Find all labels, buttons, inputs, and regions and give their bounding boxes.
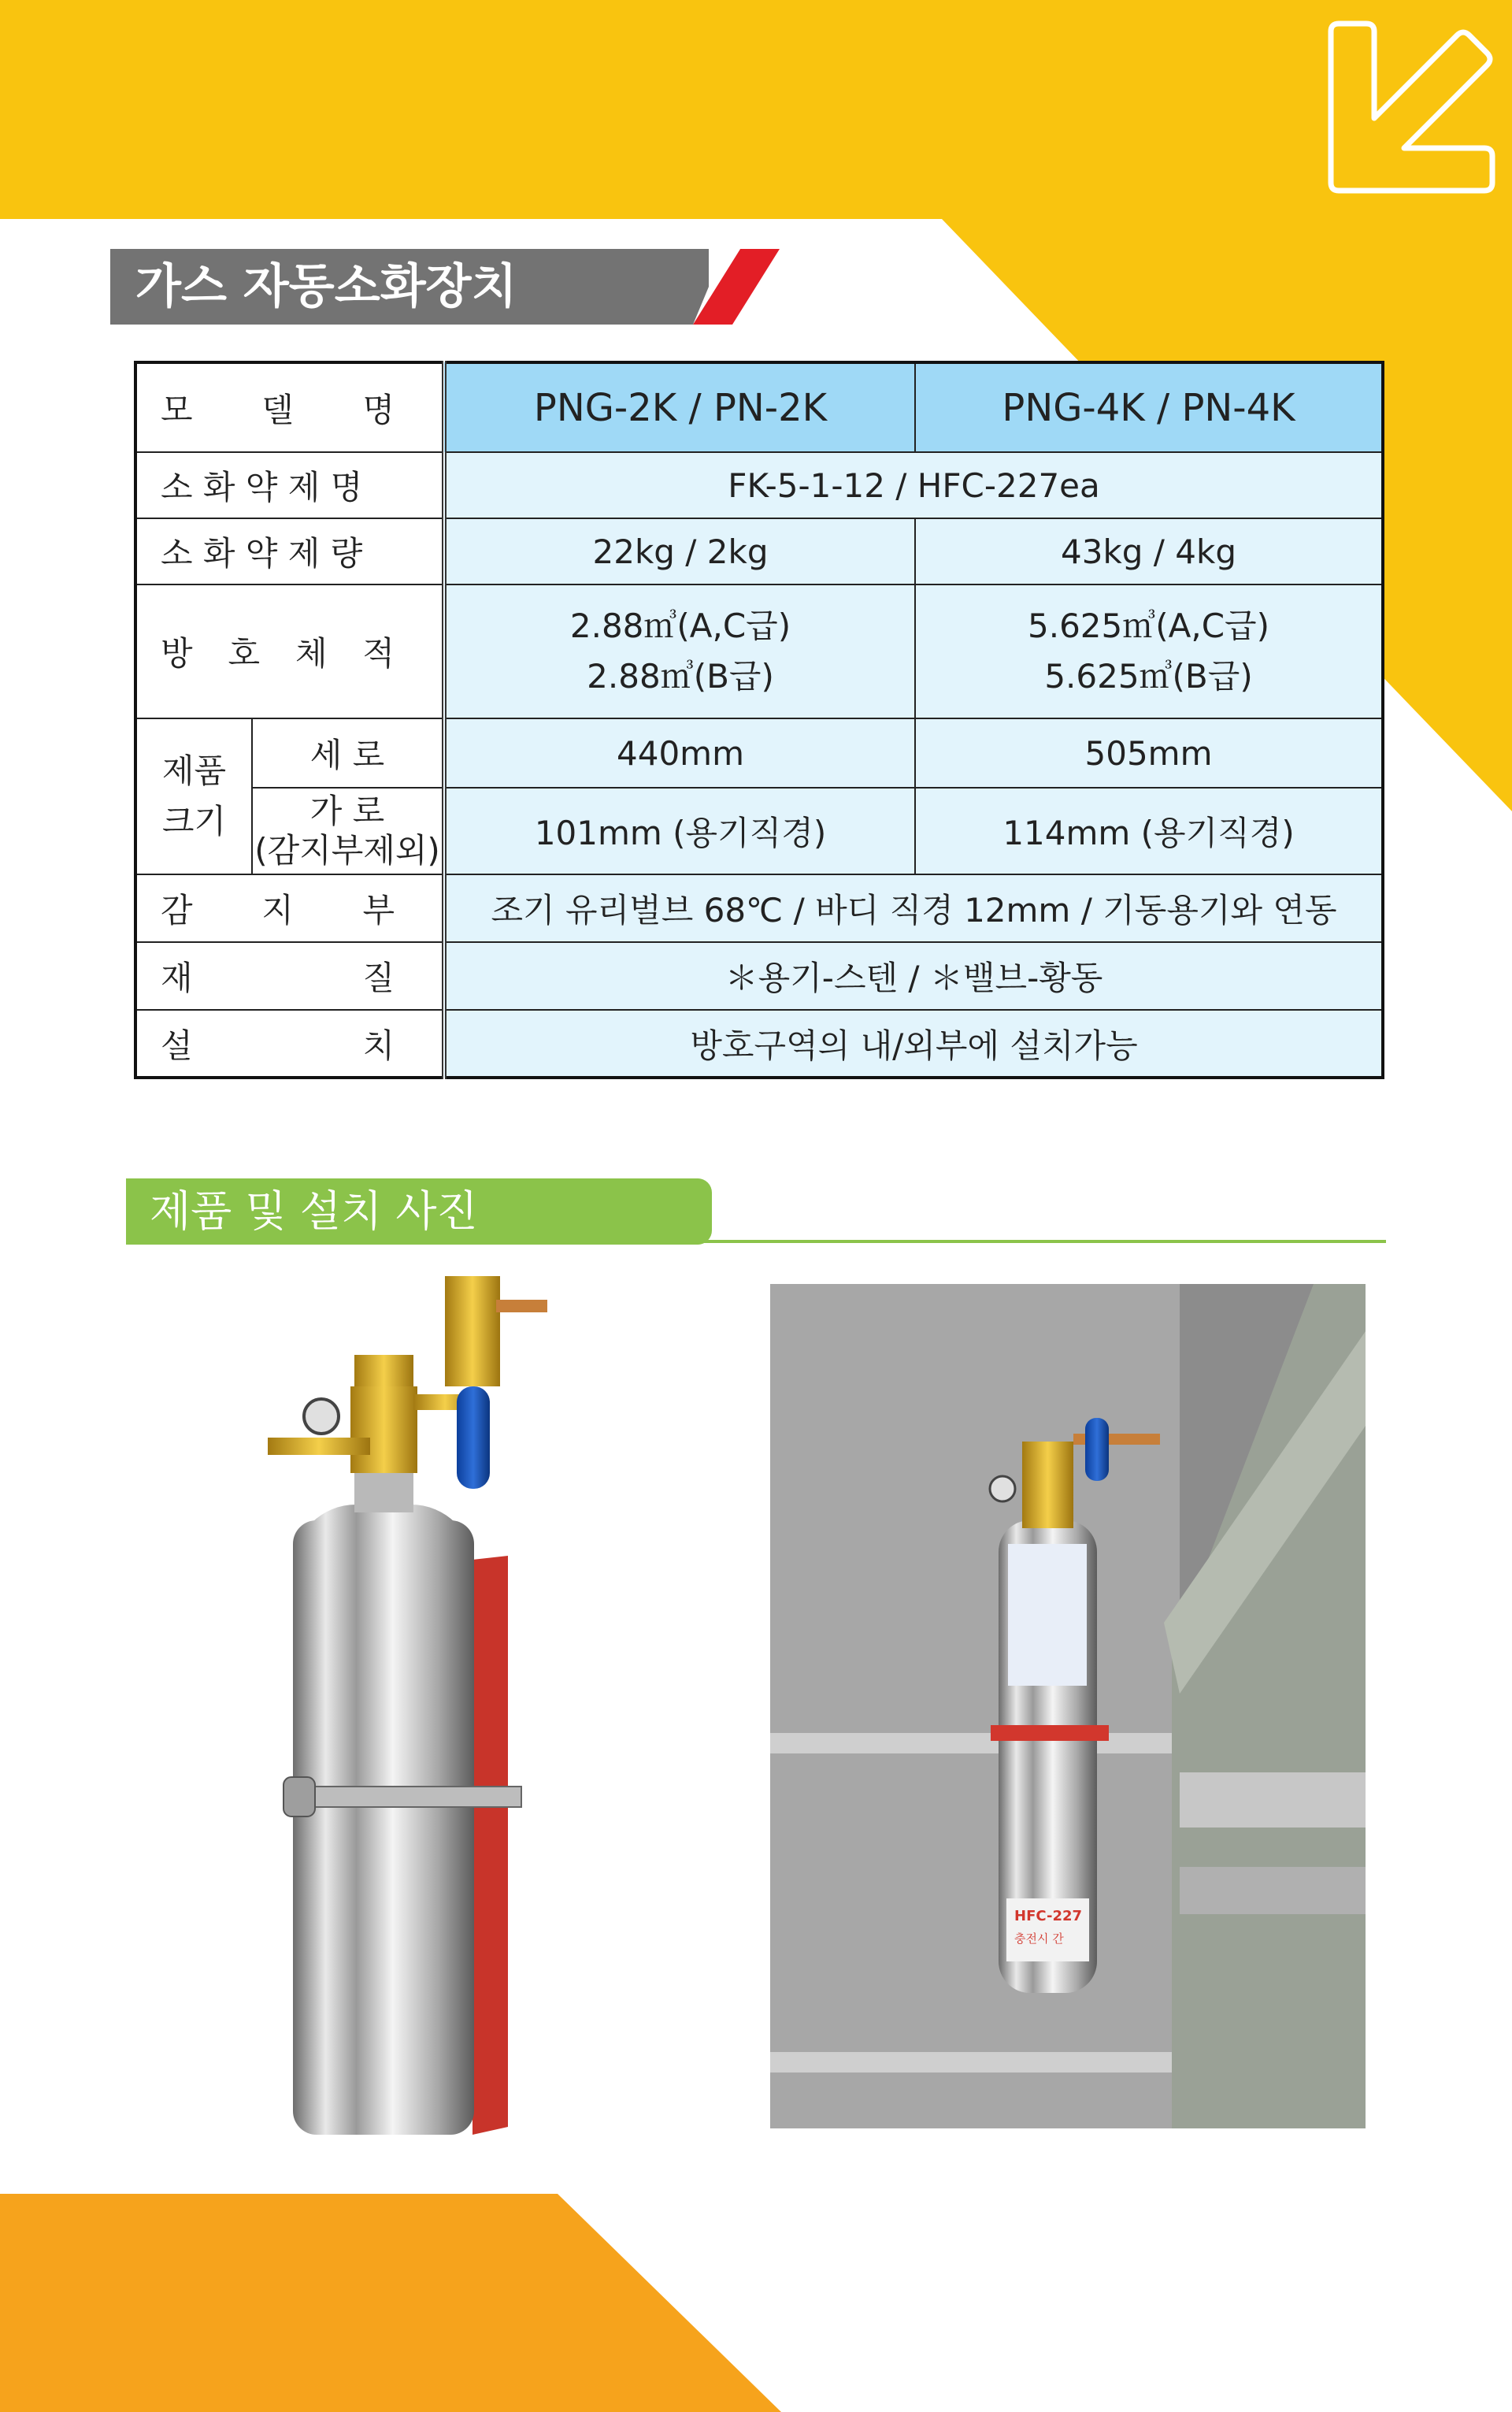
spec-table xyxy=(134,361,1384,1079)
material-label: 재 질 xyxy=(135,942,444,1010)
product-photo xyxy=(236,1260,614,2150)
model-2k: PNG-2K / PN-2K xyxy=(444,362,915,452)
height-4k: 505mm xyxy=(915,718,1383,788)
protected-volume-2k: 2.88㎥(A,C급) 2.88㎥(B급) xyxy=(444,584,915,718)
size-width-label: 가 로 (감지부제외) xyxy=(252,788,444,874)
agent-amount-4k: 43kg / 4kg xyxy=(915,518,1383,584)
table-row xyxy=(135,584,1383,718)
table-row xyxy=(135,452,1383,518)
size-height-label: 세 로 xyxy=(252,718,444,788)
section-title: 가스 자동소화장치 xyxy=(110,249,709,325)
installation-photo xyxy=(770,1284,1366,2128)
install-label: 설 치 xyxy=(135,1010,444,1078)
height-2k: 440mm xyxy=(444,718,915,788)
material-value: ＊용기-스텐 / ＊밸브-황동 xyxy=(444,942,1383,1010)
model-label: 모 델 명 xyxy=(135,362,444,452)
table-row xyxy=(135,874,1383,942)
agent-name-label: 소 화 약 제 명 xyxy=(135,452,444,518)
arrow-down-left-icon xyxy=(1323,16,1504,197)
table-row xyxy=(135,362,1383,452)
title-accent-slash xyxy=(693,249,780,325)
protected-volume-label: 방 호 체 적 xyxy=(135,584,444,718)
photos-section-title: 제품 및 설치 사진 xyxy=(126,1178,712,1245)
detector-label: 감 지 부 xyxy=(135,874,444,942)
table-row xyxy=(135,1010,1383,1078)
agent-name-value: FK-5-1-12 / HFC-227ea xyxy=(444,452,1383,518)
cylinder-label-sub: 충전시 간 xyxy=(1014,1931,1064,1946)
size-group-label: 제품 크기 xyxy=(135,718,252,874)
width-4k: 114mm (용기직경) xyxy=(915,788,1383,874)
detector-value: 조기 유리벌브 68℃ / 바디 직경 12mm / 기동용기와 연동 xyxy=(444,874,1383,942)
protected-volume-4k: 5.625㎥(A,C급) 5.625㎥(B급) xyxy=(915,584,1383,718)
table-row xyxy=(135,788,1383,874)
agent-amount-2k: 22kg / 2kg xyxy=(444,518,915,584)
table-row xyxy=(135,942,1383,1010)
photos-divider xyxy=(126,1240,1386,1243)
table-row xyxy=(135,518,1383,584)
orange-bottom-band xyxy=(0,2194,781,2412)
model-4k: PNG-4K / PN-4K xyxy=(915,362,1383,452)
width-2k: 101mm (용기직경) xyxy=(444,788,915,874)
cylinder-label-text: HFC-227 xyxy=(1014,1908,1083,1924)
install-value: 방호구역의 내/외부에 설치가능 xyxy=(444,1010,1383,1078)
agent-amount-label: 소 화 약 제 량 xyxy=(135,518,444,584)
table-row xyxy=(135,718,1383,788)
